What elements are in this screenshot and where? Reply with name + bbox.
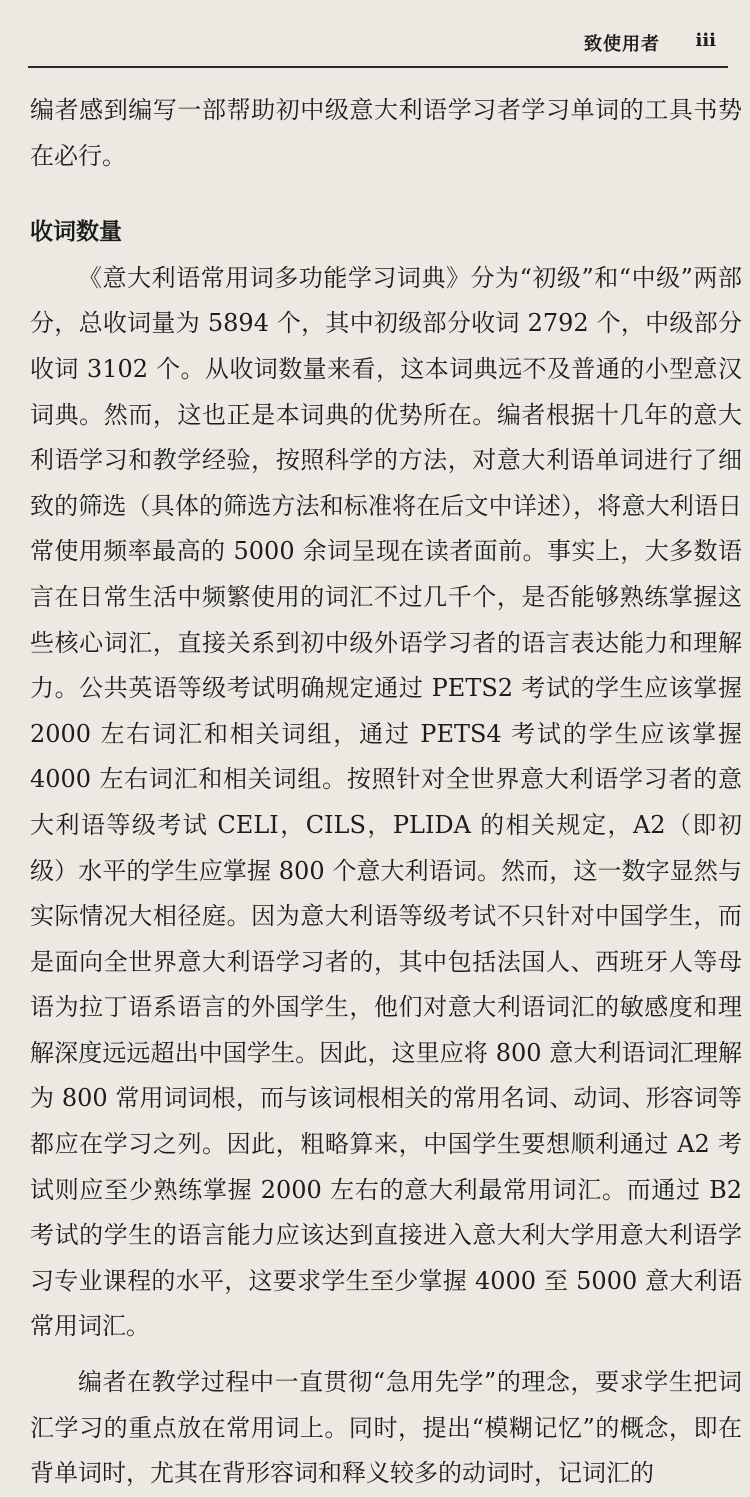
paragraph: 编者在教学过程中一直贯彻“急用先学”的理念，要求学生把词汇学习的重点放在常用词上。同时，提出“模糊记忆”的概念，即在背单词时，尤其在背形容词和释义较多的动词时，记词汇的 [30,1368,742,1488]
paragraph: 《意大利语常用词多功能学习词典》分为“初级”和“中级”两部分，总收词量为 5894 个，其中初级部分收词 2792 个，中级部分收词 3102 个。从收词数量来看，这本词典远不及普通的小型意汉词典。然而，这也正是本词典的优势所在。编者根据十几年的意大利语学习和教学经验，按照科学的方法，对意大利语单词进行了细致的筛选（具体的筛选方法和标准将在后文中详述），将意大利语日常使用频率最高的 5000 余词呈现在读者面前。事实上，大多数语言在日常生活中频繁使用的词汇不过几千个，是否能够熟练掌握这些核心词汇，直接关系到初中级外语学习者的语言表达能力和理解力。公共英语等级考试明确规定通过 PETS2 考试的学生应该掌握 2000 左右词汇和相关词组，通过 PETS4 考试的学生应该掌握 4000 左右词汇和相关词组。按照针对全世界意大利语学习者的意大利语等级考试 CELI，CILS，PLIDA 的相关规定，A2（即初级）水平的学生应掌握 800 个意大利语词。然而，这一数字显然与实际情况大相径庭。因为意大利语等级考试不只针对中国学生，而是面向全世界意大利语学习者的，其中包括法国人、西班牙人等母语为拉丁语系语言的外国学生，他们对意大利语词汇的敏感度和理解深度远远超出中国学生。因此，这里应将 800 意大利语词汇理解为 800 常用词词根，而与该词根相关的常用名词、动词、形容词等都应在学习之列。因此，粗略算来，中国学生要想顺利通过 A2 考试则应至少熟练掌握 2000 左右的意大利最常用词汇。而通过 B2 考试的学生的语言能力应该达到直接进入意大利大学用意大利语学习专业课程的水平，这要求学生至少掌握 4000 至 5000 意大利语常用词汇。 [30,263,742,1341]
page-number: iii [695,30,716,51]
page-body [30,88,742,1497]
intro-paragraph: 编者感到编写一部帮助初中级意大利语学习者学习单词的工具书势在必行。 [30,96,742,170]
section-heading: 收词数量 [30,219,122,246]
running-header [28,0,728,68]
section-title: 致使用者 [584,34,660,55]
